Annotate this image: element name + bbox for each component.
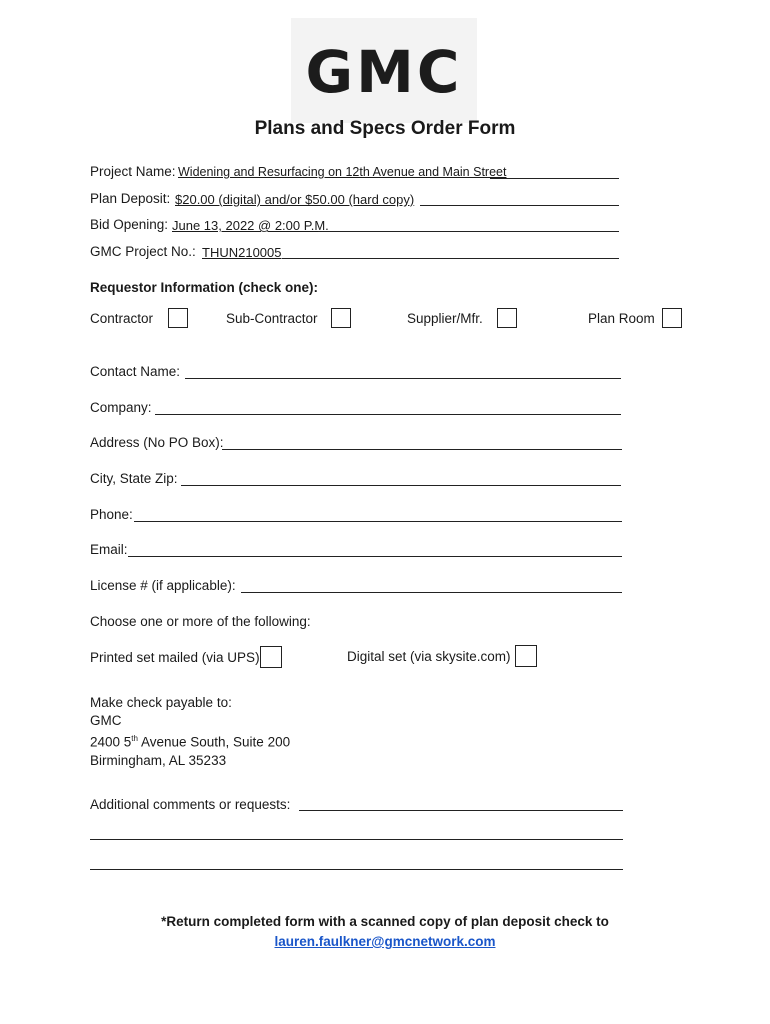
page-title: Plans and Specs Order Form [254,118,516,139]
address-label: Address (No PO Box): [90,435,224,450]
payable-line-1: Make check payable to: [90,695,232,710]
company-label: Company: [90,400,152,415]
comments-field-1[interactable] [299,810,623,811]
contractor-label: Contractor [90,311,154,326]
comments-label: Additional comments or requests: [90,797,291,812]
city-state-zip-field[interactable] [181,485,621,486]
digital-set-checkbox[interactable] [515,645,537,667]
logo-box [291,18,477,123]
phone-field[interactable] [134,521,622,522]
license-field[interactable] [241,592,622,593]
project-no-line [282,258,619,259]
company-field[interactable] [155,414,621,415]
footer-email-link[interactable]: lauren.faulkner@gmcnetwork.com [274,934,496,949]
plan-deposit-value: $20.00 (digital) and/or $50.00 (hard copy) [175,192,415,207]
company-logo: GMC [305,38,463,106]
comments-field-3[interactable] [90,869,623,870]
sub-contractor-label: Sub-Contractor [226,311,318,326]
project-name-label: Project Name: [90,164,176,179]
footer-instruction: *Return completed form with a scanned copy of plan deposit check to [161,914,609,929]
project-name-value: Widening and Resurfacing on 12th Avenue and Main Street [178,165,507,179]
city-state-zip-label: City, State Zip: [90,471,178,486]
supplier-checkbox[interactable] [497,308,517,328]
bid-opening-label: Bid Opening: [90,217,169,232]
printed-set-checkbox[interactable] [260,646,282,668]
bid-opening-line [318,231,619,232]
email-field[interactable] [128,556,622,557]
payable-line-4: Birmingham, AL 35233 [90,752,227,768]
email-label: Email: [90,542,128,557]
bid-opening-value: June 13, 2022 @ 2:00 P.M. [172,218,329,233]
project-name-line [490,178,619,179]
delivery-heading: Choose one or more of the following: [90,614,311,629]
plan-deposit-line [420,205,619,206]
sub-contractor-checkbox[interactable] [331,308,351,328]
project-no-value: THUN210005 [202,245,282,260]
payable-line-2: GMC [90,713,122,728]
plan-deposit-label: Plan Deposit: [90,191,171,206]
supplier-label: Supplier/Mfr. [407,311,483,326]
plan-room-checkbox[interactable] [662,308,682,328]
footer-email-wrap [0,934,770,949]
digital-set-label: Digital set (via skysite.com) [347,649,511,664]
printed-set-label: Printed set mailed (via UPS) [90,650,260,665]
license-label: License # (if applicable): [90,578,236,593]
requestor-heading: Requestor Information (check one): [90,280,319,295]
payable-address [90,694,290,770]
phone-label: Phone: [90,507,133,522]
contact-name-label: Contact Name: [90,364,181,379]
comments-field-2[interactable] [90,839,623,840]
address-field[interactable] [222,449,622,450]
plan-room-label: Plan Room [588,311,655,326]
contact-name-field[interactable] [185,378,621,379]
contractor-checkbox[interactable] [168,308,188,328]
project-no-label: GMC Project No.: [90,244,196,259]
payable-line-3: 2400 5th Avenue South, Suite 200 [90,734,291,750]
